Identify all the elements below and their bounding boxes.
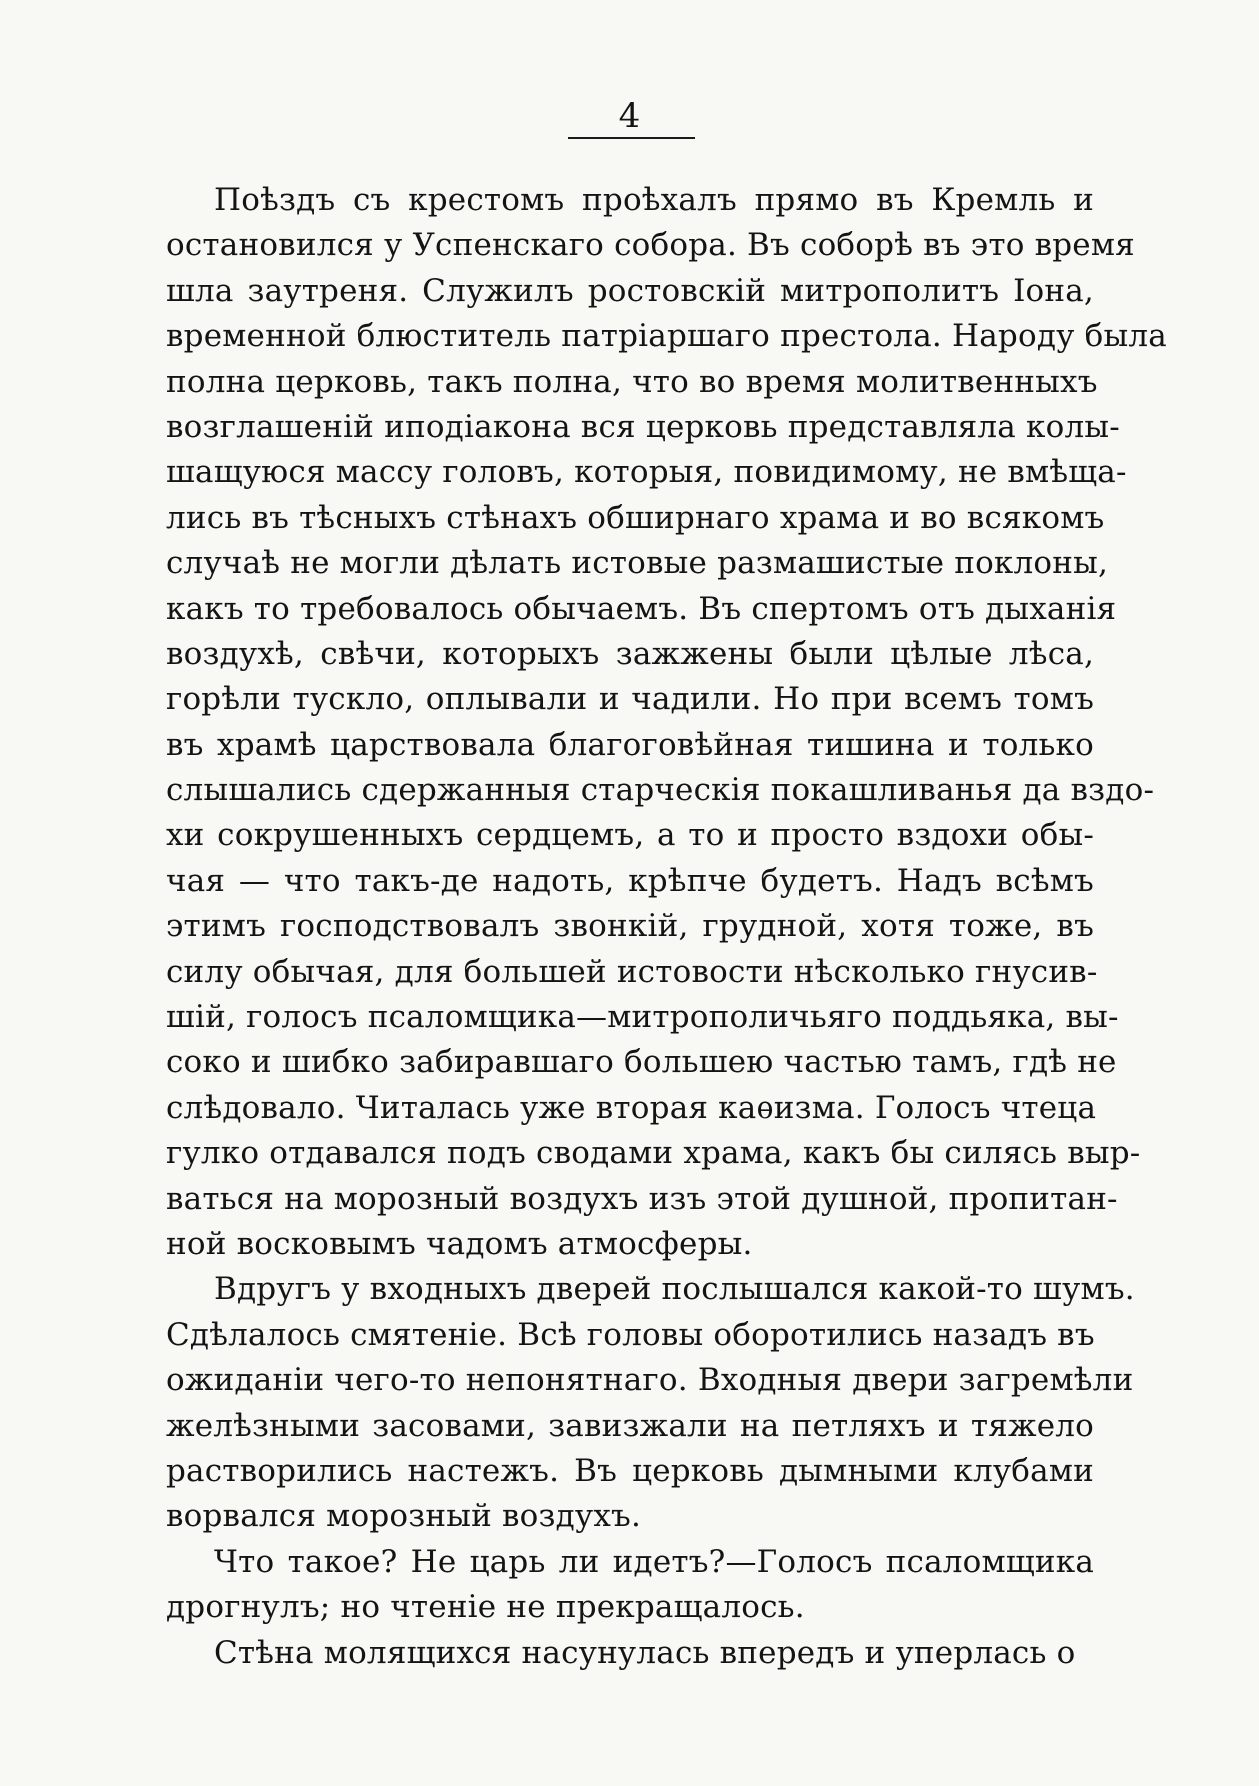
text-line: лись въ тѣсныхъ стѣнахъ обширнаго храма и во всякомъ <box>166 499 1105 536</box>
paragraph <box>166 1631 1094 1676</box>
text-line: шій, голосъ псаломщика—митрополичьяго поддьяка, вы- <box>166 999 1119 1036</box>
text-line: Сдѣлалось смятеніе. Всѣ головы оборотились назадъ въ <box>166 1316 1095 1353</box>
body-text <box>166 178 1167 1676</box>
text-line: силу обычая, для большей истовости нѣсколько гнусив- <box>166 953 1098 990</box>
text-line: какъ то требовалось обычаемъ. Въ спертомъ отъ дыханія <box>166 590 1117 627</box>
text-line: хи сокрушенныхъ сердцемъ, а то и просто вздохи обы- <box>166 817 1094 854</box>
text-line: Стѣна молящихся насунулась впередъ и уперлась о <box>214 1634 1076 1671</box>
text-line: въ храмѣ царствовала благоговѣйная тишина и только <box>166 726 1094 763</box>
text-line: полна церковь, такъ полна, что во время молитвенныхъ <box>166 363 1098 400</box>
text-line: горѣли тускло, оплывали и чадили. Но при всемъ томъ <box>166 681 1094 718</box>
text-line: соко и шибко забиравшаго большею частью тамъ, гдѣ не <box>166 1044 1117 1081</box>
text-line: воздухѣ, свѣчи, которыхъ зажжены были цѣлые лѣса, <box>166 635 1094 672</box>
text-line: Вдругъ у входныхъ дверей послышался какой-то шумъ. <box>214 1271 1135 1308</box>
text-line: шла заутреня. Служилъ ростовскій митрополитъ Іона, <box>166 272 1094 309</box>
text-line: чая — что такъ-де надоть, крѣпче будетъ. Надъ всѣмъ <box>166 862 1094 899</box>
text-line: гулко отдавался подъ сводами храма, какъ бы силясь выр- <box>166 1135 1141 1172</box>
text-line: случаѣ не могли дѣлать истовые размашистые поклоны, <box>166 545 1109 582</box>
text-line: слѣдовало. Читалась уже вторая каѳизма. Голосъ чтеца <box>166 1089 1097 1126</box>
text-line: ожиданіи чего-то непонятнаго. Входныя двери загремѣли <box>166 1362 1134 1399</box>
page-number: 4 <box>618 96 641 136</box>
text-line: желѣзными засовами, завизжали на петляхъ и тяжело <box>166 1407 1094 1444</box>
text-line: ваться на морозный воздухъ изъ этой душной, пропитан- <box>166 1180 1118 1217</box>
text-line: шащуюся массу головъ, которыя, повидимому, не вмѣща- <box>166 454 1127 491</box>
text-line: Поѣздъ съ крестомъ проѣхалъ прямо въ Кремль и <box>214 182 1094 218</box>
text-line: временной блюститель патріаршаго престола. Народу была <box>166 318 1167 355</box>
text-line: дрогнулъ; но чтеніе не прекращалось. <box>166 1589 805 1626</box>
paragraph <box>166 1540 1094 1631</box>
text-line: ворвался морозный воздухъ. <box>166 1498 642 1535</box>
text-line: Что такое? Не царь ли идетъ?—Голосъ псаломщика <box>214 1543 1094 1580</box>
text-line: этимъ господствовалъ звонкій, грудной, хотя тоже, въ <box>166 908 1094 945</box>
text-line: остановился у Успенскаго собора. Въ соборѣ въ это время <box>166 227 1135 264</box>
paragraph <box>166 178 1167 1267</box>
text-line: слышались сдержанныя старческія покашливанья да вздо- <box>166 772 1155 809</box>
text-line: растворились настежъ. Въ церковь дымными клубами <box>166 1452 1094 1489</box>
paragraph <box>166 1267 1135 1539</box>
text-line: ной восковымъ чадомъ атмосферы. <box>166 1225 753 1262</box>
text-line: возглашеній иподіакона вся церковь представляла колы- <box>166 408 1120 445</box>
header-rule <box>568 137 695 139</box>
